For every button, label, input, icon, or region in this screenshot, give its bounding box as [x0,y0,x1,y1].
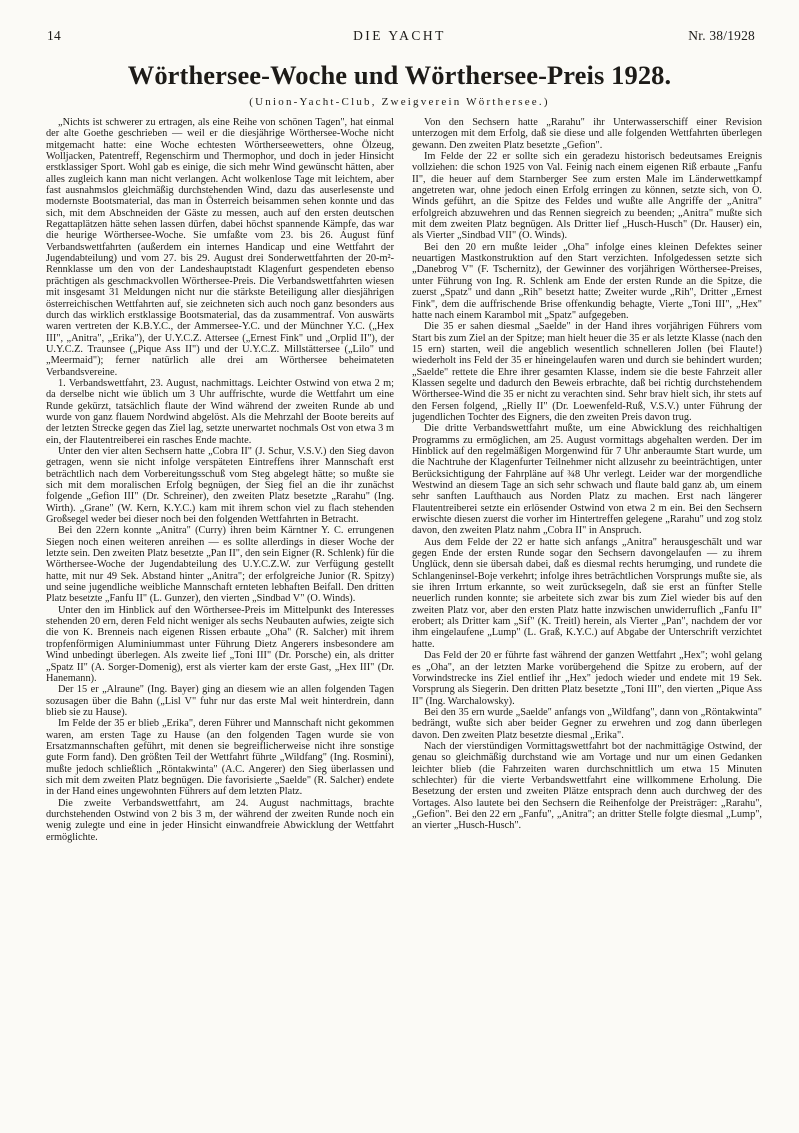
paragraph: 1. Verbandswettfahrt, 23. August, nachmittags. Leichter Ostwind von etwa 2 m; da derselbe nicht wie üblich um 3 Uhr auffrischte, wurde die Wettfahrt um eine Runde gekürzt, tatsächlich flaute der Wind während der zweiten Runde ab und wurde von ganz flauem Nordwind abgelöst. Als die Mehrzahl der Boote bereits auf der letzten Strecke gegen das Ziel lag, setzte unerwartet nochmals Ost von etwa 3 m ein, der Flautentreiberei ein rasches Ende machte. [46,377,394,446]
issue-number: Nr. 38/1928 [688,28,755,43]
paragraph: Im Felde der 35 er blieb „Erika", deren Führer und Mannschaft nicht gekommen waren, am ersten Tage zu Hause (an den folgenden Tagen wurde sie von Ersatzmannschaften geführt, mit denen sie begreiflicherweise nicht ihre sonstige gute Form fand). Den größten Teil der Wettfahrt führte „Wildfang" (Ing. Rosmini), mußte jedoch schließlich „Röntakwinta" (A.C. Angerer) den Sieg überlassen und sich mit dem zweiten Platz begnügen. Die favorisierte „Saelde" (R. Salcher) endete in der Hand eines ungewohnten Führers auf dem letzten Platz. [46,718,394,798]
paragraph: Von den Sechsern hatte „Rarahu" ihr Unterwasserschiff einer Revision unterzogen mit dem Erfolg, daß sie diese und alle folgenden Wettfahrten überlegen gewann. Den zweiten Platz besetzte „Gefion". [412,117,762,151]
paragraph: Das Feld der 20 er führte fast während der ganzen Wettfahrt „Hex"; wohl gelang es „Oha", an der letzten Marke vorübergehend die Spitze zu erobern, auf der Vorwindstrecke ins Ziel entlief ihr „Hex" jedoch wieder und endete mit 19 Sek. Vorsprung als Siegerin. Den dritten Platz besetzte „Toni III", den vierten „Pique Ass II" (Ing. Warchalowsky). [412,650,762,707]
paragraph: Unter den vier alten Sechsern hatte „Cobra II" (J. Schur, V.S.V.) den Sieg davon getragen, wenn sie nicht infolge verspäteten Eintreffens ihrer Mannschaft erst beträchtlich nach dem Vorbereitungsschuß vom Steg abgelegt hätte; so mußte sie sich mit dem moralischen Erfolg begnügen, der Sieg fiel an die ihr zunächst folgende „Gefion III" (Dr. Schreiner), den zweiten Platz besetzte „Rarahu" (Ing. Wirth). „Grane" (W. Kern, K.Y.C.) kam mit ihrem schon viel zu flach stehenden Großsegel weder bei dieser noch bei den folgenden Wettfahrten in Betracht. [46,445,394,526]
right-column [412,117,762,1117]
journal-title: DIE YACHT [353,28,446,43]
paragraph: Der 15 er „Alraune" (Ing. Bayer) ging an diesem wie an allen folgenden Tagen sozusagen über die Bahn („Lisl V" fuhr nur das erste Mal weit hinterdrein, dann blieb sie zu Hause). [46,684,394,718]
paragraph: Unter den im Hinblick auf den Wörthersee-Preis im Mittelpunkt des Interesses stehenden 20 ern, deren Feld nicht weniger als sechs Neubauten aufwies, zeigte sich die von K. Brenneis nach eigenen Rissen erbaute „Oha" (R. Salcher) mit ihrem tropfenförmigen Aluminiummast unter Führung Dietz Angerers insbesondere am Wind unbedingt überlegen. Als zweite lief „Toni III" (Dr. Porsche) ein, als dritter „Spatz II" (A. Sorger-Domenig), erst als vierter kam der erste Gast, „Hex III" (Dr. Hanemann). [46,604,394,684]
article-subtitle: (Union-Yacht-Club, Zweigverein Wörthersee.) [249,96,550,108]
article-title: Wörthersee-Woche und Wörthersee-Preis 1928. [127,60,672,90]
paragraph: Bei den 20 ern mußte leider „Oha" infolge eines kleinen Defektes seiner neuartigen Mastkonstruktion auf den Start verzichten. Infolgedessen setzte sich „Danebrog V" (F. Tschernitz), der Gewinner des vorjährigen Wörthersee-Preises, unter Führung von Ing. R. Schlenk am Ende der ersten Runde an die Spitze, die zuerst „Spatz" und dann „Rih" besetzt hatte; Zweiter wurde „Rih", Dritter „Ernest Fink", dem die auffrischende Brise offenkundig behagte, Vierte „Toni III", „Hex" hatte nach einem Karambol mit „Spatz" aufgegeben. [412,241,762,321]
paragraph: Die dritte Verbandswettfahrt mußte, um eine Abwicklung des reichhaltigen Programms zu ermöglichen, am 25. August vormittags abgehalten werden. Der im Hinblick auf den regelmäßigen Morgenwind für 7 Uhr anberaumte Start wurde, um die Nachtruhe der Klagenfurter Teilnehmer nicht allzusehr zu beeinträchtigen, unter Berücksichtigung der Fahrpläne auf ¾8 Uhr verlegt. Leider war der morgendliche Westwind an diesem Tage an sich sehr schwach und flaute bald ganz ab, um einem sehr sanften Laufthauch aus Norden Platz zu machen. Erst nach längerer Flautentreiberei setzte ein erlösender Ostwind von etwa 2 m ein. Bei den Sechsern erwischte diesen zuerst die vorher im Hintertreffen gelegene „Rarahu" und zog stolz davon, den zweiten Platz nahm „Cobra II" in Anspruch. [412,423,762,537]
page-number: 14 [47,28,61,43]
paragraph: Bei den 22ern konnte „Anitra" (Curry) ihren beim Kärntner Y. C. errungenen Siegen noch einen weiteren anreihen — es sollte allerdings in dieser Woche der letzte sein. Den zweiten Platz besetzte „Pan II", den sein Eigner (R. Schlenk) für die Wörthersee-Woche der Jugendabteilung des U.Y.C.Z.W. zur Verfügung gestellt hatte, mit nur 49 Sek. Abstand hinter „Anitra"; der erfolgreiche Junior (R. Spitzy) und seine jugendliche weibliche Mannschaft ernteten lebhaften Beifall. Den dritten Platz besetzte „Fanfu II" (L. Gunzer), den vierten „Sindbad V" (O. Winds). [46,525,394,605]
paragraph: Im Felde der 22 er sollte sich ein geradezu historisch bedeutsames Ereignis vollziehen: die schon 1925 von Val. Feinig nach einem eigenen Riß erbaute „Fanfu II", die heuer auf dem Starnberger See zum ersten Male im Länderwettkampf angetreten war, ohne jedoch einen Erfolg erringen zu können, setzte sich, von O. Winds geführt, an die Spitze des Feldes und wußte alle Angriffe der „Anitra" erfolgreich abzuwehren und das Rennen siegreich zu beenden; „Anitra" mußte sich mit dem zweiten Platz begnügen. Als Dritter lief „Husch-Husch" (Dr. Hauser) ein, als Vierter „Sindbad VII" (O. Winds). [412,151,762,242]
paragraph: Aus dem Felde der 22 er hatte sich anfangs „Anitra" herausgeschält und war gegen Ende der ersten Runde sogar den Sechsern davongelaufen — zu ihrem Unglück, denn sie übersah dabei, daß es diesmal rechts herumging, und rundete die Schlangeninsel-Boje verkehrt; infolge ihres beträchtlichen Vorsprungs mußte sie, als sie ihren Irrtum erkannte, so weit zurücksegeln, daß sie erst an fünfter Stelle neuerlich runden konnte; sie arbeitete sich zwar bis zum Ziel wieder bis auf den zweiten Platz vor, aber den ersten Platz hatte inzwischen unwiderruflich „Fanfu II" erobert; als Dritter kam „Sif" (K. Treitl) herein, als Vierter „Pan", nachdem der vor ihm eingelaufene „Lump" (L. Graß, K.Y.C.) auf Abgabe der Unterschrift verzichtet hatte. [412,536,762,650]
paragraph: Die 35 er sahen diesmal „Saelde" in der Hand ihres vorjährigen Führers vom Start bis zum Ziel an der Spitze; man hielt heuer die 35 er als letzte Klasse (nach den 15 ern) starten, weil die angeblich wesentlich schnelleren Jollen (bei Flaute!) wiederholt ins Feld der 35 er hineingelaufen waren und durch sie behindert wurden; „Saelde" rettete die Ehre ihrer gesamten Klasse, indem sie die beste Fahrzeit aller Klassen segelte und dadurch den Beweis erbrachte, daß bei richtig durchstehendem Wörthersee-Wind die 35 er nicht zu verachten sind. Sehr brav hielt sich, ihr stets auf den Fersen folgend, „Rielly II" (Dr. Loewenfeld-Ruß, V.S.V.) unter Führung der jugendlichen Tochter des Eigners, die den zweiten Preis davon trug. [412,321,762,423]
left-column [46,117,394,1117]
paragraph: Die zweite Verbandswettfahrt, am 24. August nachmittags, brachte durchstehenden Ostwind von 2 bis 3 m, der während der zweiten Runde noch ein wenig zulegte und eine in jeder Hinsicht einwandfreie Abwicklung der Wettfahrt ermöglichte. [46,797,394,843]
paragraph: „Nichts ist schwerer zu ertragen, als eine Reihe von schönen Tagen", hat einmal der alte Goethe geschrieben — weil er die diesjährige Wörthersee-Woche nicht mitgemacht hatte: eine Woche echtesten Wörtherseewetters, ohne Ölzeug, Wolljacken, Patentreff, Regenschirm und Thermophor, und doch in jeder Hinsicht erstklassiger Sport. Wohl gab es einige, die sich mehr Wind gewünscht hätten, aber alles zugleich kann man nicht verlangen. Acht wolkenlose Tage mit leichtem, aber fast ausnahmslos gleichmäßig durchstehenden Wind, dazu das auserlesenste und modernste Bootsmaterial, das man in Österreich beisammen sehen konnte und das sich, mit dem Abschneiden der Gäste zu messen, auch auf den ersten deutschen Regattaplätzen hätte sehen lassen dürfen, dabei höchst spannende Kämpfe, das war die heurige Wörthersee-Woche. Sie umfaßte vom 23. bis 26. August fünf Verbandswettfahrten (außerdem ein internes Handicap und eine Wettfahrt der Jugendabteilung) und vom 27. bis 29. August drei Sonderwettfahrten der 20-m²-Rennklasse um den von der Landeshauptstadt Klagenfurt gespendeten ebenso prächtigen als geschmackvollen Wörthersee-Preis. Die Verbandswettfahrten wiesen mit insgesamt 31 Meldungen nicht nur die stärkste Beteiligung aller diesjährigen österreichischen Wettfahrten auf, sie zeichneten sich auch noch ganz besonders aus durch das wirklich erstklassige Bootsmaterial, das da zusammentraf. Von auswärts waren vertreten der K.B.Y.C., der Ammersee-Y.C. und der Münchner Y.C. („Hex III", „Anitra", „Erika"), der U.Y.C.Z. Attersee („Ernest Fink" und „Orplid II"), der U.Y.C.Z. Traunsee („Pique Ass II") und der U.Y.C.Z. Millstättersee („Lilo" und „Meermaid"); ferner natürlich alle drei am Wörthersee beheimateten Verbandsvereine. [46,117,394,378]
paragraph: Bei den 35 ern wurde „Saelde" anfangs von „Wildfang", dann von „Röntakwinta" bedrängt, wußte sich aber beider Gegner zu erwehren und zog dann überlegen davon. Den zweiten Platz besetzte diesmal „Erika". [412,706,762,741]
paragraph: Nach der vierstündigen Vormittagswettfahrt bot der nachmittägige Ostwind, der genau so gleichmäßig durchstand wie am Vortage und nur um einen Gedanken leichter blieb (die Fahrzeiten waren durchschnittlich um etwa 15 Minuten schlechter) für die vierte Verbandswettfahrt eine willkommene Erholung. Die Besetzung der ersten und zweiten Plätze entsprach denn auch durchweg der des Vortages. Also lautete bei den Sechsern die Reihenfolge der Preisträger: „Rarahu", „Gefion". Bei den 22 ern „Fanfu", „Anitra"; an dritter Stelle folgte diesmal „Lump", an vierter „Husch-Husch". [412,740,762,832]
